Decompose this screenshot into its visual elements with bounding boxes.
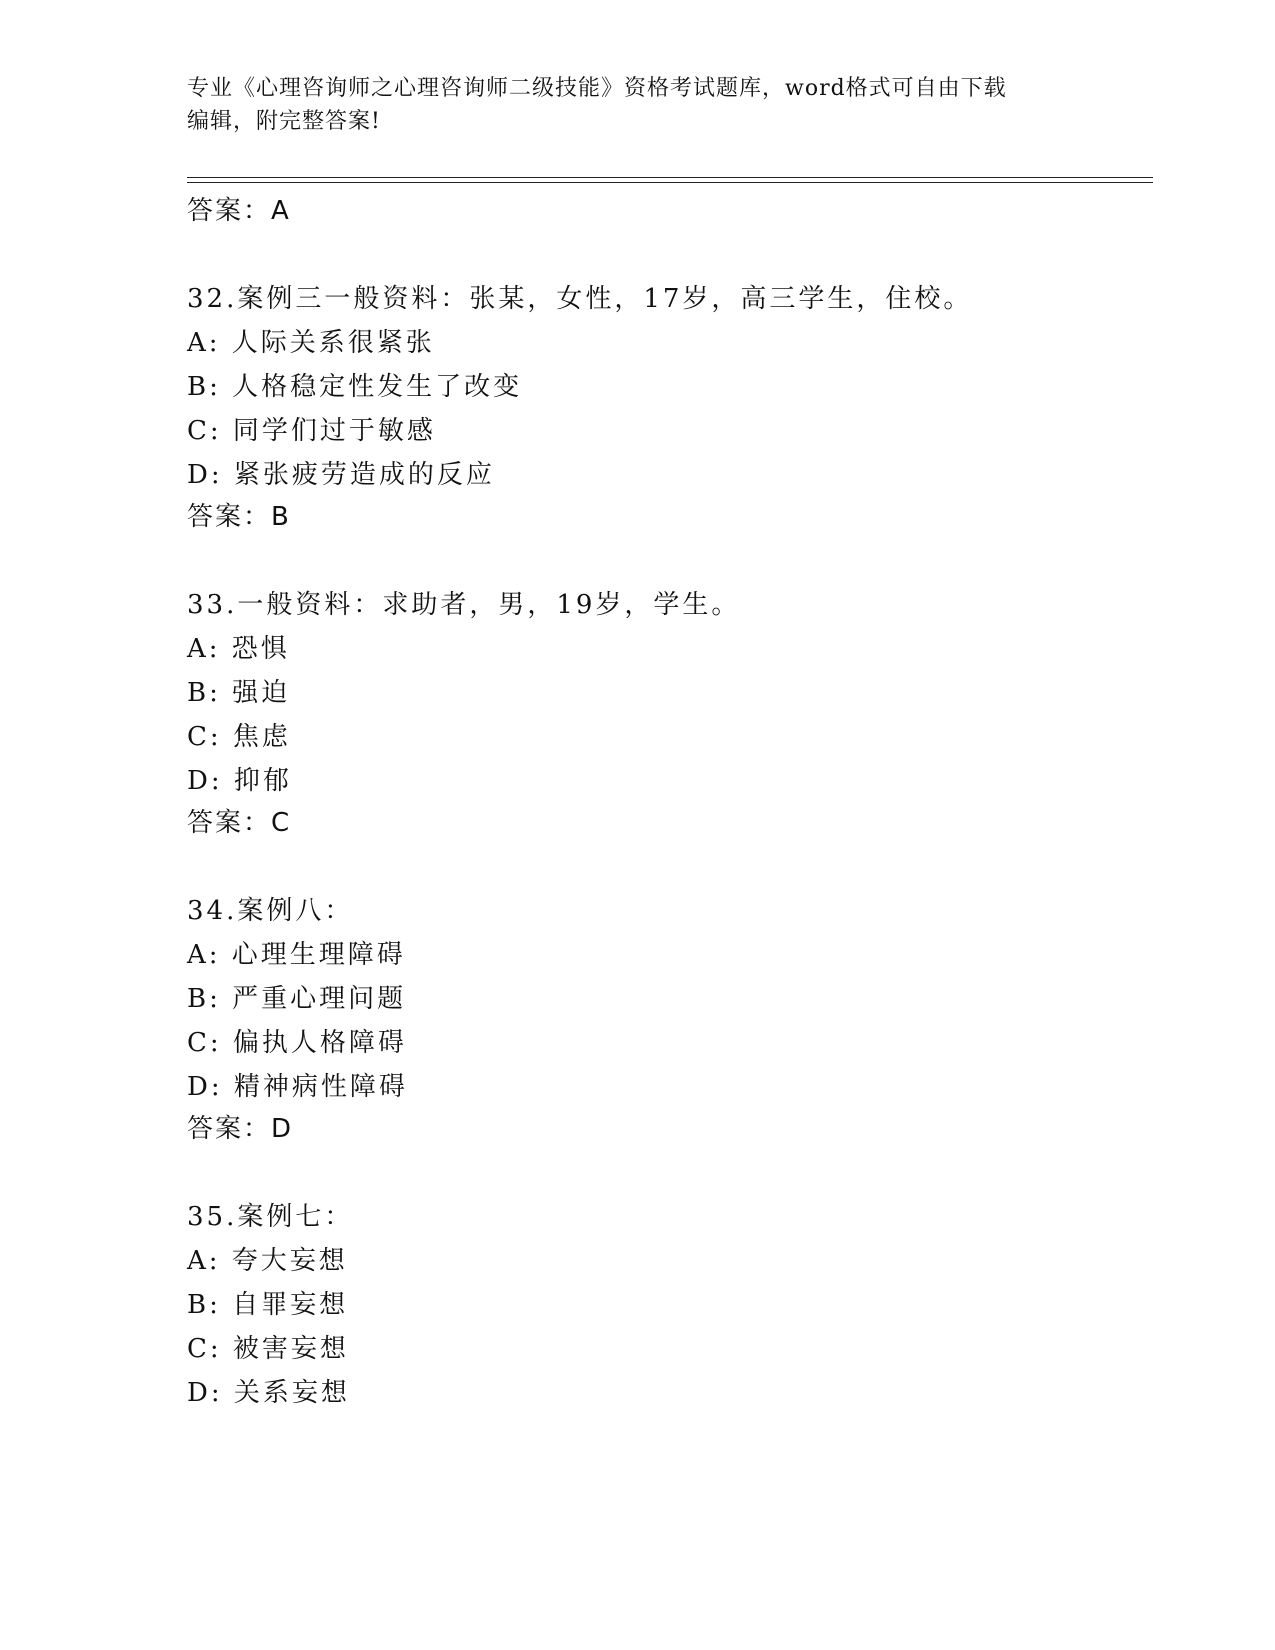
answer-line: 答案：D: [187, 1114, 294, 1144]
question-stem: 34.案例八：: [187, 896, 354, 926]
option-c: C: 偏执人格障碍: [187, 1028, 407, 1058]
question-stem: 33.一般资料：求助者，男，19岁，学生。: [187, 590, 741, 620]
option-b: B: 强迫: [187, 678, 291, 708]
option-a: A: 恐惧: [187, 634, 290, 664]
option-a: A: 夸大妄想: [187, 1246, 348, 1276]
header-divider-bottom: [187, 182, 1153, 183]
option-c: C: 焦虑: [187, 722, 291, 752]
question-stem: 35.案例七：: [187, 1202, 354, 1232]
header-divider-top: [187, 177, 1153, 178]
question-stem: 32.案例三一般资料：张某，女性，17岁，高三学生，住校。: [187, 284, 973, 314]
answer-line: 答案：B: [187, 502, 291, 532]
option-d: D: 精神病性障碍: [187, 1072, 408, 1102]
option-d: D: 关系妄想: [187, 1378, 350, 1408]
option-d: D: 紧张疲劳造成的反应: [187, 460, 495, 490]
answer-line: 答案：C: [187, 808, 292, 838]
option-b: B: 人格稳定性发生了改变: [187, 372, 523, 402]
answer-line: 答案：A: [187, 196, 291, 226]
header-line-1: 专业《心理咨询师之心理咨询师二级技能》资格考试题库，word格式可自由下载: [187, 76, 1007, 101]
option-c: C: 同学们过于敏感: [187, 416, 436, 446]
option-b: B: 自罪妄想: [187, 1290, 349, 1320]
option-a: A: 人际关系很紧张: [187, 328, 435, 358]
option-a: A: 心理生理障碍: [187, 940, 406, 970]
option-c: C: 被害妄想: [187, 1334, 349, 1364]
option-d: D: 抑郁: [187, 766, 292, 796]
header-line-2: 编辑，附完整答案!: [187, 109, 381, 134]
option-b: B: 严重心理问题: [187, 984, 407, 1014]
document-header: [187, 72, 1087, 138]
